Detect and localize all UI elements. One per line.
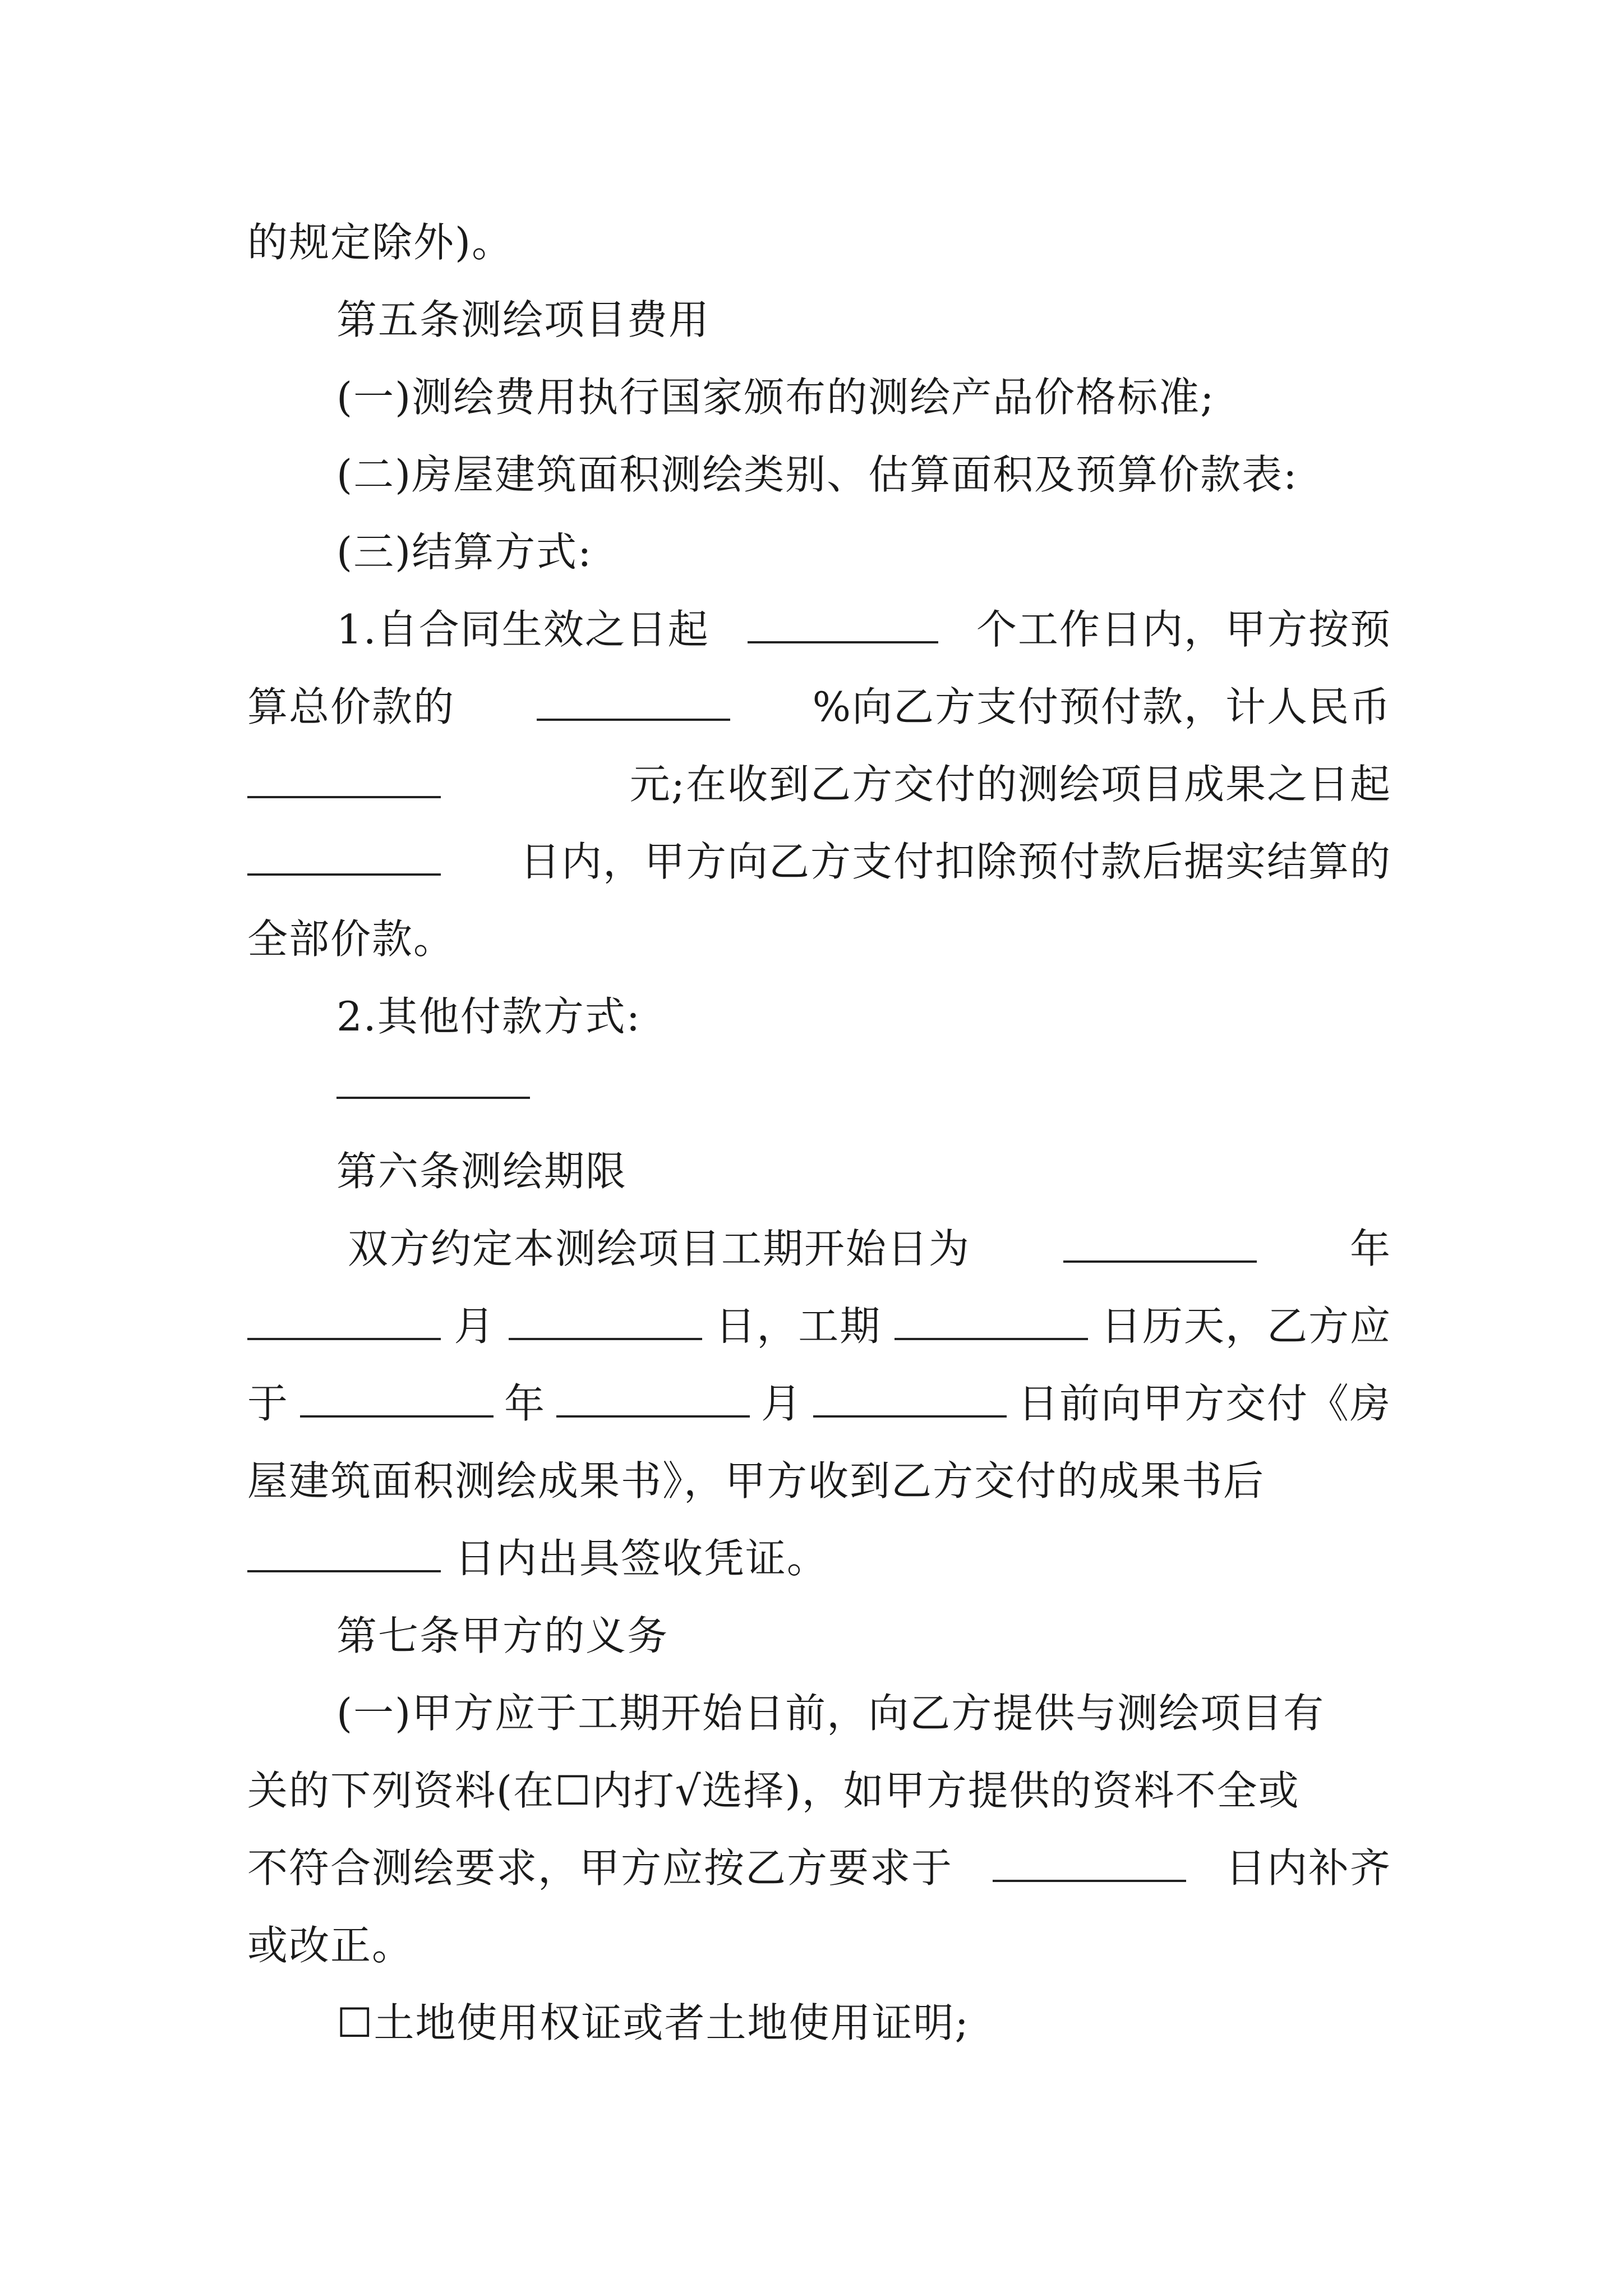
text: 元;在收到乙方交付的测绘项目成果之日起 — [629, 761, 1391, 808]
payment-item-2 — [336, 988, 1391, 1045]
text: 月 — [760, 1380, 803, 1427]
fill-blank-start-day[interactable] — [509, 1304, 702, 1340]
fill-blank-receipt-days[interactable] — [247, 1536, 441, 1572]
text: (二)房屋建筑面积测绘类别、估算面积及预算价款表: — [336, 451, 1298, 498]
text: (三)结算方式: — [336, 528, 593, 576]
text: 日前向甲方交付《房 — [1017, 1380, 1391, 1427]
text: 年 — [504, 1380, 546, 1427]
text: 算总价款的 — [247, 683, 455, 730]
article-7-heading — [336, 1608, 1391, 1664]
text: 年 — [1349, 1225, 1391, 1272]
period-line-4 — [247, 1453, 1391, 1509]
obligation-line-2 — [247, 1763, 1391, 1819]
text: 不符合测绘要求，甲方应按乙方要求于 — [247, 1844, 953, 1892]
text: 日，工期 — [715, 1303, 882, 1350]
payment-item-1-line-5 — [247, 911, 1391, 967]
heading-text: 第六条测绘期限 — [336, 1148, 628, 1195]
text: 月 — [454, 1303, 496, 1350]
text: 于 — [247, 1380, 289, 1427]
text: 日内补齐 — [1225, 1844, 1391, 1892]
fill-blank-duration-days[interactable] — [895, 1304, 1088, 1340]
text: 2.其他付款方式: — [336, 993, 641, 1040]
fill-blank-percent[interactable] — [537, 685, 730, 721]
payment-item-1-line-4 — [247, 834, 1391, 890]
text: 屋建筑面积测绘成果书》，甲方收到乙方交付的成果书后 — [247, 1457, 1265, 1504]
payment-item-1-line-3 — [247, 756, 1391, 812]
text: 双方约定本测绘项目工期开始日为 — [348, 1225, 971, 1272]
period-line-3 — [247, 1375, 1391, 1432]
heading-text: 第五条测绘项目费用 — [336, 296, 711, 343]
obligation-line-1 — [336, 1685, 1391, 1741]
text: 全部价款。 — [247, 915, 455, 963]
text: 1.自合同生效之日起 — [336, 606, 709, 653]
fill-blank-supplement-days[interactable] — [993, 1846, 1186, 1882]
text-line-continuation — [247, 214, 1391, 270]
heading-text: 第七条甲方的义务 — [336, 1612, 669, 1659]
clause-5-1 — [336, 369, 1391, 425]
text: 日内出具签收凭证。 — [454, 1535, 828, 1582]
period-line-2 — [247, 1298, 1391, 1354]
text: (一)甲方应于工期开始日前，向乙方提供与测绘项目有 — [336, 1690, 1325, 1737]
fill-blank-deliver-day[interactable] — [813, 1382, 1007, 1418]
text: 个工作日内，甲方按预 — [976, 606, 1391, 653]
text: 或改正。 — [247, 1922, 414, 1969]
fill-blank-start-month[interactable] — [247, 1304, 441, 1340]
text: 的规定除外)。 — [247, 219, 514, 266]
period-line-1 — [348, 1221, 1391, 1277]
text: 日历天，乙方应 — [1100, 1303, 1391, 1350]
obligation-line-3 — [247, 1840, 1391, 1896]
fill-blank-other-payment[interactable] — [336, 1097, 530, 1099]
text: %向乙方支付预付款，计人民币 — [812, 683, 1391, 730]
clause-5-3 — [336, 524, 1391, 580]
payment-item-1-line-2 — [247, 679, 1391, 735]
fill-blank-workdays[interactable] — [748, 608, 938, 643]
fill-blank-amount[interactable] — [247, 762, 441, 798]
text: 关的下列资料(在☐内打√选择)，如甲方提供的资料不全或 — [247, 1767, 1300, 1814]
article-5-heading — [336, 292, 1391, 348]
fill-blank-start-year[interactable] — [1063, 1227, 1257, 1263]
article-6-heading — [336, 1143, 1391, 1199]
period-line-5 — [247, 1530, 1391, 1586]
payment-item-1-line-1 — [336, 601, 1391, 657]
fill-blank-deliver-month[interactable] — [556, 1382, 750, 1418]
text: (一)测绘费用执行国家颁布的测绘产品价格标准; — [336, 374, 1215, 421]
text: ☐土地使用权证或者土地使用证明; — [336, 1999, 970, 2046]
fill-blank-settlement-days[interactable] — [247, 840, 441, 876]
clause-5-2 — [336, 447, 1391, 503]
obligation-line-4 — [247, 1917, 1391, 1973]
text: 日内，甲方向乙方支付扣除预付款后据实结算的 — [519, 838, 1391, 885]
fill-blank-deliver-year[interactable] — [300, 1382, 494, 1418]
checkbox-item-land-certificate — [336, 1995, 1391, 2051]
